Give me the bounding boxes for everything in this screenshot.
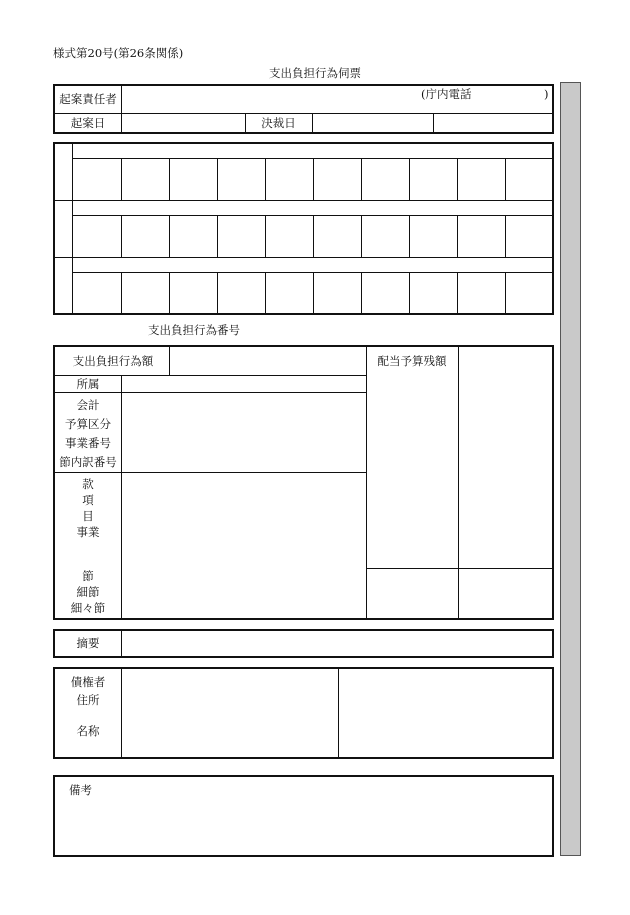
section-detail-number-label: 節内訳番号 xyxy=(59,455,117,469)
summary-label: 摘要 xyxy=(76,636,100,650)
remarks-field[interactable] xyxy=(59,799,548,853)
summary-section xyxy=(53,629,554,658)
header-section xyxy=(53,84,554,134)
account-field[interactable] xyxy=(123,394,364,470)
name-label: 名称 xyxy=(76,724,100,738)
moku-label: 目 xyxy=(82,509,94,523)
project-label: 事業 xyxy=(76,525,100,539)
kan-label: 款 xyxy=(82,477,94,491)
remaining-field-a[interactable] xyxy=(368,570,456,616)
remaining-field-b[interactable] xyxy=(460,570,550,616)
kou-label: 項 xyxy=(82,493,94,507)
form-title: 支出負担行為伺票 xyxy=(269,66,361,80)
decision-extra-field[interactable] xyxy=(435,115,551,131)
decision-date-label: 決裁日 xyxy=(261,116,296,130)
creditor-extra-field[interactable] xyxy=(340,671,550,755)
amount-field[interactable] xyxy=(171,349,364,373)
summary-field[interactable] xyxy=(123,633,550,654)
phone-label: (庁内電話 xyxy=(421,87,472,101)
dept-label: 所属 xyxy=(76,377,100,391)
creditor-section xyxy=(53,667,554,759)
expenditure-number-label: 支出負担行為番号 xyxy=(148,323,240,337)
drafter-label: 起案責任者 xyxy=(59,92,117,106)
draft-date-label: 起案日 xyxy=(70,116,106,130)
setsu-label: 節 xyxy=(82,569,94,583)
drafter-field[interactable] xyxy=(123,88,403,110)
budget-items-field[interactable] xyxy=(123,474,364,616)
dept-field[interactable] xyxy=(123,376,364,391)
decision-date-field[interactable] xyxy=(314,115,431,131)
remarks-section xyxy=(53,775,554,857)
remarks-label: 備考 xyxy=(69,783,92,797)
phone-close: ) xyxy=(544,87,549,101)
budget-category-label: 予算区分 xyxy=(65,417,111,431)
account-label: 会計 xyxy=(76,398,100,412)
allocated-field[interactable] xyxy=(460,349,550,565)
allocated-label: 配当予算残額 xyxy=(377,354,447,368)
draft-date-field[interactable] xyxy=(123,115,243,131)
side-strip xyxy=(560,82,581,856)
creditor-info-field[interactable] xyxy=(123,671,336,755)
phone-field[interactable] xyxy=(475,87,541,103)
creditor-label: 債権者 xyxy=(70,675,106,689)
approval-grid xyxy=(53,142,554,315)
project-number-label: 事業番号 xyxy=(65,436,111,450)
saisetsu-label: 細節 xyxy=(76,585,100,599)
amount-label: 支出負担行為額 xyxy=(72,354,154,368)
budget-section xyxy=(53,345,554,620)
saisaisetsu-label: 細々節 xyxy=(70,601,106,615)
form-number: 様式第20号(第26条関係) xyxy=(53,46,184,60)
address-label: 住所 xyxy=(76,693,100,707)
